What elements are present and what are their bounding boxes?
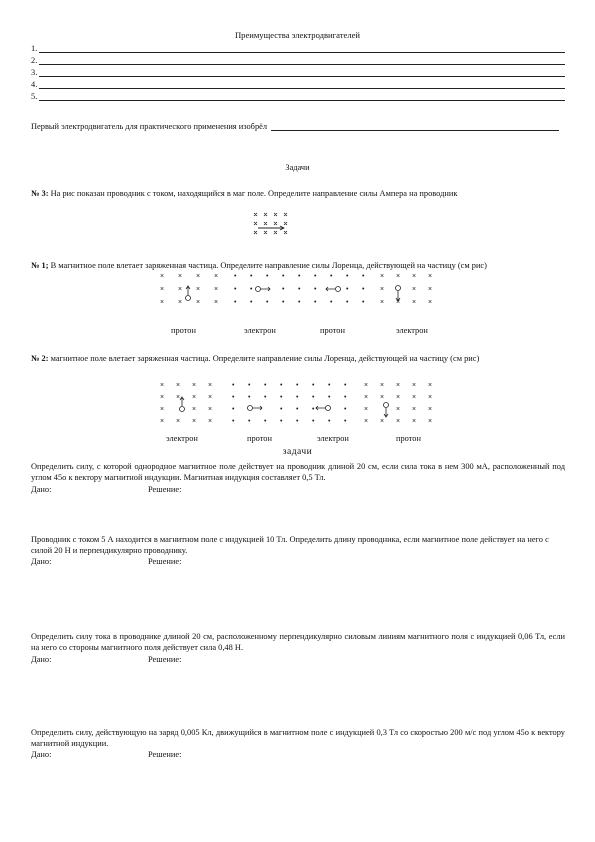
svg-text:•: •: [264, 394, 267, 401]
svg-text:×: ×: [380, 286, 385, 293]
velocity-arrow-icon: [180, 397, 184, 406]
svg-text:×: ×: [192, 418, 197, 425]
svg-text:•: •: [344, 418, 347, 425]
velocity-arrow-icon: [326, 287, 335, 291]
svg-text:×: ×: [412, 273, 417, 280]
svg-text:×: ×: [396, 382, 401, 389]
svg-text:×: ×: [396, 299, 401, 306]
svg-text:×: ×: [412, 418, 417, 425]
field-symbols: [160, 273, 432, 306]
svg-text:•: •: [280, 406, 283, 413]
ampere-figure: [250, 210, 294, 242]
task-number: № 2:: [31, 354, 49, 363]
solution-label: Решение:: [148, 557, 182, 566]
svg-text:×: ×: [428, 394, 433, 401]
blank-line: [39, 56, 565, 65]
svg-text:×: ×: [176, 382, 181, 389]
svg-text:×: ×: [192, 382, 197, 389]
solution-label: Решение:: [148, 485, 182, 494]
svg-text:×: ×: [208, 406, 213, 413]
particle-icon: [248, 406, 253, 411]
svg-text:×: ×: [214, 299, 219, 306]
svg-text:•: •: [250, 286, 253, 293]
particle-label: протон: [396, 434, 421, 443]
blank-line: [39, 68, 565, 77]
svg-text:•: •: [232, 406, 235, 413]
svg-text:×: ×: [160, 406, 165, 413]
svg-text:•: •: [344, 394, 347, 401]
given-label: Дано:: [31, 655, 52, 664]
svg-text:×: ×: [178, 286, 183, 293]
tasks-heading: Задачи: [285, 163, 310, 172]
svg-text:×: ×: [160, 418, 165, 425]
svg-text:•: •: [312, 382, 315, 389]
svg-text:•: •: [234, 286, 237, 293]
svg-text:×: ×: [396, 394, 401, 401]
svg-text:×: ×: [396, 406, 401, 413]
lorentz-figure-1: [150, 268, 440, 318]
blank-line: [39, 80, 565, 89]
advantage-line-4[interactable]: [31, 78, 565, 89]
advantage-number: 4.: [31, 80, 38, 89]
svg-text:•: •: [248, 382, 251, 389]
svg-text:•: •: [312, 394, 315, 401]
svg-text:•: •: [232, 418, 235, 425]
problem-2: Проводник с током 5 А находится в магнитном поле с индукцией 10 Тл. Определить длину проводника, если магнитное поле действует на него с силой 20 Н и перпендикулярно проводнику.: [31, 535, 549, 555]
svg-text:×: ×: [380, 394, 385, 401]
svg-text:•: •: [250, 273, 253, 280]
particle-icon: [326, 406, 331, 411]
task-text: В магнитное поле влетает заряженная частица. Определите направление силы Лоренца, действующей на частицу (см рис): [50, 261, 487, 270]
svg-text:•: •: [232, 394, 235, 401]
svg-text:×: ×: [160, 382, 165, 389]
svg-text:×: ×: [160, 273, 165, 280]
svg-text:•: •: [280, 394, 283, 401]
advantage-line-3[interactable]: [31, 66, 565, 77]
particle-icon: [180, 407, 185, 412]
particle-label: электрон: [396, 326, 428, 335]
svg-text:×: ×: [428, 299, 433, 306]
task-text: магнитное поле влетает заряженная частица. Определите направление силы Лоренца, действующей на частицу (см рис): [50, 354, 480, 363]
svg-text:•: •: [298, 273, 301, 280]
svg-text:•: •: [346, 286, 349, 293]
problem-4: Определить силу, действующую на заряд 0,005 Кл, движущийся в магнитном поле с индукцией 0,3 Тл со скоростью 200 м/с под углом 45о к вектору магнитной индукции.: [31, 728, 565, 748]
svg-text:×: ×: [208, 394, 213, 401]
svg-text:•: •: [314, 286, 317, 293]
given-label: Дано:: [31, 557, 52, 566]
inventor-question[interactable]: [31, 122, 565, 131]
svg-text:•: •: [330, 273, 333, 280]
svg-text:•: •: [264, 418, 267, 425]
svg-text:•: •: [298, 286, 301, 293]
particle-label: электрон: [244, 326, 276, 335]
svg-text:×: ×: [364, 418, 369, 425]
velocity-arrow-icon: [261, 287, 270, 291]
svg-text:×: ×: [364, 394, 369, 401]
task-number: № 1;: [31, 261, 49, 270]
particle-icon: [256, 287, 261, 292]
particle-label: протон: [171, 326, 196, 335]
svg-text:×: ×: [412, 382, 417, 389]
svg-text:•: •: [328, 394, 331, 401]
svg-text:•: •: [250, 299, 253, 306]
particle-label: электрон: [166, 434, 198, 443]
svg-text:•: •: [330, 299, 333, 306]
svg-text:×: ×: [160, 299, 165, 306]
svg-text:×: ×: [364, 406, 369, 413]
velocity-arrow-icon: [384, 408, 388, 417]
svg-text:×: ×: [380, 418, 385, 425]
problem-3: Определить силу тока в проводнике длиной 20 см, расположенному перпендикулярно силовым линиям магнитного поля с индукцией 0,06 Тл, если на него со стороны магнитного поля действует сила 0,48 Н.: [31, 632, 565, 652]
svg-text:•: •: [314, 299, 317, 306]
svg-text:×: ×: [412, 286, 417, 293]
svg-text:×: ×: [178, 273, 183, 280]
svg-text:×: ×: [176, 394, 181, 401]
velocity-arrow-icon: [253, 406, 262, 410]
advantage-number: 3.: [31, 68, 38, 77]
svg-text:•: •: [312, 418, 315, 425]
svg-text:×: ×: [160, 286, 165, 293]
particle-label: электрон: [317, 434, 349, 443]
svg-text:•: •: [296, 382, 299, 389]
svg-text:×: ×: [196, 286, 201, 293]
svg-text:•: •: [296, 406, 299, 413]
svg-text:×: ×: [428, 382, 433, 389]
particle-label: протон: [320, 326, 345, 335]
particle-icon: [384, 403, 389, 408]
svg-text:×: ×: [380, 273, 385, 280]
advantage-number: 5.: [31, 92, 38, 101]
svg-text:•: •: [282, 273, 285, 280]
svg-text:×: ×: [214, 273, 219, 280]
particle-label: протон: [247, 434, 272, 443]
svg-text:•: •: [282, 286, 285, 293]
svg-text:•: •: [296, 418, 299, 425]
svg-text:×: ×: [208, 382, 213, 389]
svg-text:×: ×: [428, 273, 433, 280]
particle-icon: [186, 296, 191, 301]
svg-text:•: •: [266, 273, 269, 280]
svg-text:×: ×: [380, 382, 385, 389]
svg-text:•: •: [346, 273, 349, 280]
blank-line: [39, 44, 565, 53]
solution-label: Решение:: [148, 750, 182, 759]
svg-text:•: •: [296, 394, 299, 401]
given-label: Дано:: [31, 750, 52, 759]
problem-1: Определить силу, с которой однородное магнитное поле действует на проводник длиной 20 см, если сила тока в нем 300 мА, расположенный под углом 45о к вектору магнитной индукции. Магнитная индукция составляет 0,5 Тл.: [31, 462, 565, 482]
svg-text:×: ×: [428, 406, 433, 413]
svg-text:•: •: [362, 299, 365, 306]
svg-text:•: •: [362, 273, 365, 280]
svg-text:×: ×: [412, 394, 417, 401]
given-label: Дано:: [31, 485, 52, 494]
svg-text:×: ×: [178, 299, 183, 306]
svg-text:×: ×: [364, 382, 369, 389]
svg-text:×: ×: [192, 394, 197, 401]
svg-text:•: •: [248, 418, 251, 425]
particle-icon: [336, 287, 341, 292]
cross-grid: [254, 213, 287, 234]
velocity-arrow-icon: [396, 291, 400, 301]
advantage-line-2[interactable]: [31, 54, 565, 65]
field-symbols: [160, 382, 432, 425]
svg-text:•: •: [314, 273, 317, 280]
svg-text:•: •: [280, 418, 283, 425]
lorentz-figure-2: [150, 375, 440, 427]
svg-text:×: ×: [192, 406, 197, 413]
solution-label: Решение:: [148, 655, 182, 664]
svg-text:•: •: [346, 299, 349, 306]
svg-text:×: ×: [412, 299, 417, 306]
svg-text:•: •: [282, 299, 285, 306]
svg-text:×: ×: [196, 299, 201, 306]
svg-text:×: ×: [396, 273, 401, 280]
svg-text:•: •: [328, 382, 331, 389]
task-3: [31, 188, 565, 199]
inventor-prompt: Первый электродвигатель для практического применения изобрёл: [31, 122, 268, 131]
svg-text:•: •: [298, 299, 301, 306]
svg-text:×: ×: [160, 394, 165, 401]
svg-text:×: ×: [214, 286, 219, 293]
svg-text:×: ×: [428, 418, 433, 425]
page-title: Преимущества электродвигателей: [234, 30, 361, 40]
svg-text:×: ×: [208, 418, 213, 425]
svg-text:•: •: [264, 382, 267, 389]
svg-text:•: •: [362, 286, 365, 293]
velocity-arrow-icon: [186, 286, 190, 295]
svg-text:•: •: [312, 406, 315, 413]
svg-text:×: ×: [412, 406, 417, 413]
svg-text:•: •: [280, 382, 283, 389]
advantage-number: 2.: [31, 56, 38, 65]
velocity-arrow-icon: [316, 406, 325, 410]
svg-text:•: •: [328, 418, 331, 425]
svg-text:•: •: [344, 406, 347, 413]
svg-text:×: ×: [380, 299, 385, 306]
svg-text:•: •: [234, 273, 237, 280]
svg-text:×: ×: [396, 418, 401, 425]
blank-line: [39, 92, 565, 101]
advantage-line-5[interactable]: [31, 90, 565, 101]
svg-text:•: •: [248, 394, 251, 401]
inventor-answer-line[interactable]: [271, 122, 559, 131]
problems-heading: задачи: [282, 447, 313, 457]
particle-icon: [396, 286, 401, 291]
task-text: На рис показан проводник с током, находящийся в маг поле. Определите направление силы Ампера на проводник: [50, 189, 458, 198]
svg-text:×: ×: [176, 418, 181, 425]
svg-text:•: •: [266, 299, 269, 306]
task-number: № 3:: [31, 189, 49, 198]
svg-text:•: •: [234, 299, 237, 306]
advantage-line-1[interactable]: [31, 42, 565, 53]
svg-text:•: •: [232, 382, 235, 389]
svg-text:×: ×: [428, 286, 433, 293]
task-2: [31, 353, 565, 364]
svg-text:•: •: [344, 382, 347, 389]
advantage-number: 1.: [31, 44, 38, 53]
svg-text:×: ×: [196, 273, 201, 280]
